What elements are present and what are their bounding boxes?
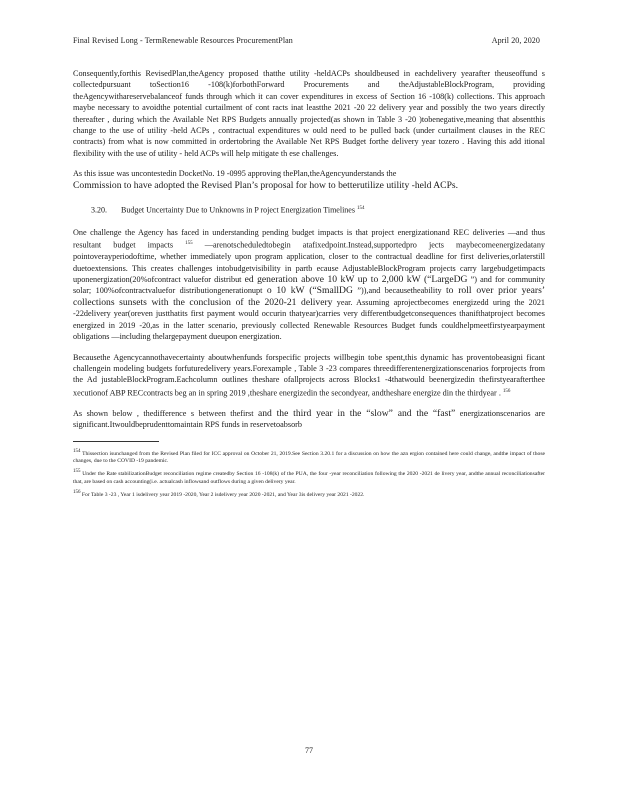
section-number: 3.20.	[91, 205, 107, 215]
text-run: Becausethe Agencycannothavecertainty aboutwhenfunds forspecific projects willbegin tobe spent,this dynamic has proventobeasigni ficant challengein modeling budgets forfuturedelivery years.Forexample , Table 3 -23 compares threedifferentenergizationscenarios forprojects from the Ad justableBlockProgram.Eachcolumn outlines theshare ofallprojects across Blocks1 -4thatwould beenergizedin thefirstyearafterthee xecutionof ABP RECcontracts beg an in spring 2019 ,theshare energizedin the secondyear, andtheshare energize din the thirdyear .	[73, 352, 545, 398]
running-header	[73, 36, 540, 45]
footnote	[73, 468, 545, 486]
paragraph-energization-scenarios	[73, 352, 545, 399]
footnote-text: For Table 3 -23 , Year 1 isdelivery year 2019 -2020, Year 2 isdelivery year 2020 -2021, and Year 3is delivery year 2021 -2022.	[81, 491, 365, 498]
footnote	[73, 448, 545, 466]
section-heading	[91, 203, 545, 216]
text-run-large: to roll over prior years’ collections sunsets with the conclusion of the 2020-21 delivery	[73, 285, 546, 308]
footnote-divider	[73, 441, 159, 442]
section-footnote-ref: 154	[356, 206, 365, 212]
section-title: Budget Uncertainty Due to Unknowns in P roject Energization Timelines	[121, 205, 355, 215]
text-run: As shown below , thedifference s between thefirst	[73, 408, 254, 418]
header-date: April 20, 2020	[491, 36, 540, 45]
paragraph-commission-adoption	[73, 168, 545, 191]
text-run: ”)),and becausetheability	[357, 286, 442, 296]
text-run: year. Assuming aprojectbecomes energizedd uring the 2021 -22delivery year(oreven justthatits first payment would occurin thatyear)carries very differentbudgetconsequences thanifthatproject becomes energized in 2019 -20,as in the latter scenario, previously collected Renewable Resources Budget funds couldhelpmeetfirstyearpayment obligations —including thelargepayment dueupon energization.	[73, 297, 546, 342]
text-run-large: o 10 kW (“SmallDG	[266, 285, 353, 297]
footnote-text: Under the Rate stabilizationBudget reconciliation regime createdby Section 16 -108(k) of the PUA, the four -year reconciliation following the 2020 -2021 de livery year, andthe annual reconciliationsafter that, are based on cash accounting(i.e. actualcash inflowsand outflows during a given delivery year.	[73, 471, 545, 485]
text-run: energizationscenarios are significant.Itwouldbeprudenttomaintain RPS funds in reservetoabsorb	[73, 408, 545, 430]
footnote	[73, 489, 545, 499]
page-number: 77	[305, 746, 313, 755]
footnote-text: Thissection isunchanged from the Revised Plan filed for ICC approval on October 21, 2019.See Section 3.20.1 for a discussion on how the azn ergion contained here could change, andthe impact of those changes, due to the COVID -19 pandemic.	[73, 450, 545, 464]
paragraph-commission-adoption-end: Commission to have adopted the Revised Plan’s proposal for how to betterutilize utility -held ACPs.	[73, 179, 459, 191]
footnote-number: 155	[73, 469, 81, 475]
footnote-ref: 156	[502, 388, 511, 394]
footnote-ref: 155	[185, 241, 193, 247]
text-run-large: and the third year in the “slow” and the “fast”	[257, 407, 456, 419]
text-run-large: ed generation above 10 kW up to 2,000 kW (“LargeDG	[244, 274, 468, 286]
text-run: ”) and for community solar; 100%ofcontractvaluefor distributiongenerationupt	[73, 275, 546, 296]
document-body	[73, 68, 545, 502]
paragraph-acp-proposal: Consequently,forthis RevisedPlan,theAgency proposed thatthe utility -heldACPs shouldbeused in eachdelivery yearafter theuseoffund s collectedpursuant toSection16 -108(k)forbothForward Procurements and theAdjustableBlockProgram, providing theAgencywithareservebalanceof funds through which it can cover expenditures in excess of Section 16 -108(k) collections. This approach maybe necessary to avoidthe potential curtailment of cont racts inat leastthe 2021 -20 22 delivery year and possibly the two years directly thereafter , during which the Available Net RPS Budgets annually projected(as shown in Table 3 -20 )tobenegative,meaning that absentthis change to the use of utility -held ACPs , contractual expenditures w ould need to be pulled back (under curtailment clauses in the REC contracts) from what is now committed in ordertobring the Available Net RPS Budget forthe delivery year tozero . Having this add itional flexibility with the use of utility - held ACPs will help mitigate th ese challenges.	[73, 69, 545, 158]
header-title: Final Revised Long - TermRenewable Resources ProcurementPlan	[73, 36, 293, 45]
paragraph-budget-challenge	[73, 227, 545, 343]
paragraph-scenario-differences	[73, 408, 545, 431]
text-run: —arenotscheduledtobegin atafixedpoint.Instead,supportedpro jects maybecomeenergizedatany pointoverayperiodoftime, whether immediately upon program application, closer to the contractual deadline for first deliveries,orlaterstill duetoextensions. This creates challenges intobudgetvisibility in partb ecause AdjustableBlockProgram projects carry largebudgetimpacts uponenergization(20%ofcontract valuefor distribut	[73, 240, 546, 285]
paragraph-commission-adoption-start: As this issue was uncontestedin DocketNo. 19 -0995 approving thePlan,theAgencyunderstands the	[73, 169, 397, 179]
text-run: One challenge the Agency has faced in understanding pending budget impacts is that project energizationand REC deliveries —and thus resultant budget impacts	[73, 227, 545, 250]
footnote-number: 156	[73, 490, 81, 496]
footnote-number: 154	[73, 448, 81, 454]
